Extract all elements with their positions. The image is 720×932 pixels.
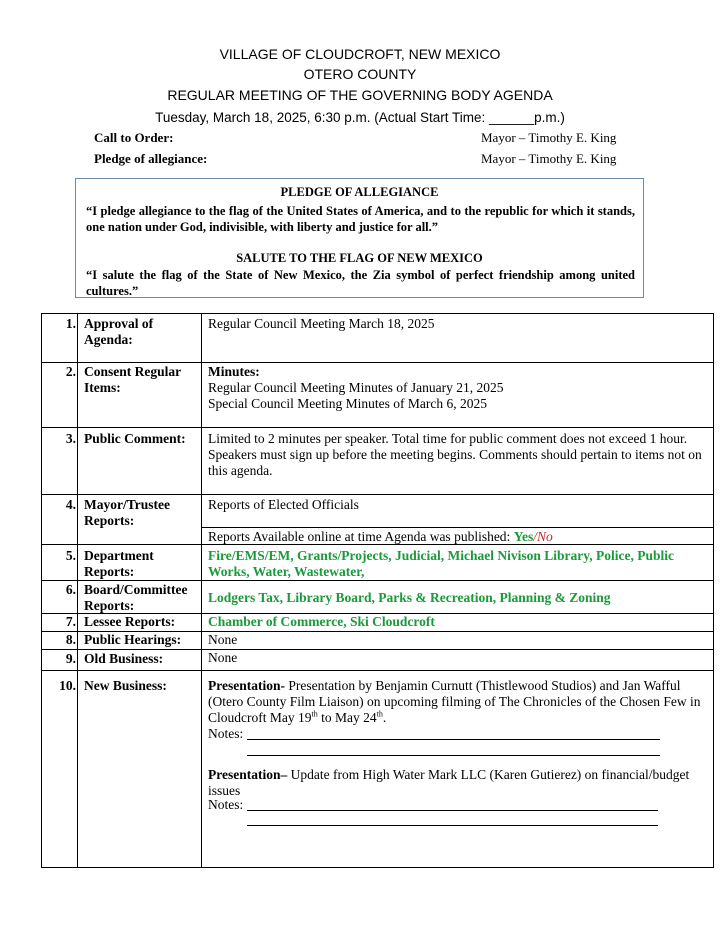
pledge-value: Mayor – Timothy E. King bbox=[481, 151, 617, 166]
row-2-body bbox=[208, 364, 710, 412]
row-4-body: Reports of Elected Officials bbox=[208, 497, 359, 512]
presentation-1-text-b: to May 24 bbox=[317, 710, 377, 725]
row-10-label: New Business: bbox=[84, 678, 167, 693]
agenda-table bbox=[41, 313, 714, 868]
row-4-number: 4. bbox=[65, 497, 76, 512]
pledge-text: “I pledge allegiance to the flag of the United States of America, and to the republic for which it stands, one nation under God, indivisible, with liberty and justice for all.” bbox=[86, 204, 635, 234]
row-6-number: 6. bbox=[65, 582, 76, 597]
header-meeting-title: REGULAR MEETING OF THE GOVERNING BODY AGENDA bbox=[167, 87, 553, 103]
row-3-number: 3. bbox=[65, 431, 76, 446]
pledge-title: PLEDGE OF ALLEGIANCE bbox=[280, 185, 439, 199]
presentation-1 bbox=[208, 678, 710, 726]
pledge-label: Pledge of allegiance: bbox=[94, 151, 208, 166]
notes-2-label: Notes: bbox=[208, 797, 244, 812]
row-1-body: Regular Council Meeting March 18, 2025 bbox=[208, 316, 435, 331]
row-9-label: Old Business: bbox=[84, 651, 164, 666]
availability-slash: / bbox=[533, 529, 537, 544]
availability-yes: Yes bbox=[513, 529, 534, 544]
salute-title: SALUTE TO THE FLAG OF NEW MEXICO bbox=[236, 251, 483, 265]
notes-1-label: Notes: bbox=[208, 726, 244, 741]
row-2-number: 2. bbox=[65, 364, 76, 379]
row-10-number: 10. bbox=[59, 678, 76, 693]
presentation-2 bbox=[208, 767, 710, 799]
row-1-label: Approval of Agenda: bbox=[84, 316, 154, 347]
row-7-number: 7. bbox=[65, 614, 76, 629]
reports-availability bbox=[208, 529, 710, 545]
presentation-1-sup-2: th bbox=[376, 709, 383, 719]
row-4-label: Mayor/Trustee Reports: bbox=[84, 497, 170, 528]
notes-1-line-2[interactable] bbox=[247, 755, 660, 756]
row-7-body: Chamber of Commerce, Ski Cloudcroft bbox=[208, 614, 435, 629]
notes-1-line-1[interactable] bbox=[247, 739, 660, 740]
availability-text: Reports Available online at time Agenda was published: bbox=[208, 529, 514, 544]
availability-no: No bbox=[536, 529, 553, 544]
presentation-1-text-a: Presentation by Benjamin Curnutt (Thistlewood Studios) and Jan Wafful (Otero County Film Liaison) on upcoming filming of The Chronicles of the Chosen Few in Cloudcroft May 19 bbox=[208, 678, 701, 725]
row-3-label: Public Comment: bbox=[84, 431, 186, 446]
row-1-number: 1. bbox=[65, 316, 76, 331]
presentation-2-text: Update from High Water Mark LLC (Karen Gutierez) on financial/budget issues bbox=[208, 767, 690, 798]
notes-2-line-2[interactable] bbox=[247, 825, 658, 826]
call-to-order-label: Call to Order: bbox=[94, 130, 174, 145]
row-8-label: Public Hearings: bbox=[84, 632, 182, 647]
row-9-number: 9. bbox=[65, 651, 76, 666]
notes-2-line-1[interactable] bbox=[247, 810, 658, 811]
row-8-body: None bbox=[208, 632, 238, 647]
presentation-2-title: Presentation– bbox=[208, 767, 288, 782]
row-3-body: Limited to 2 minutes per speaker. Total time for public comment does not exceed 1 hour. Speakers must sign up before the meeting begins. Comments should pertain to items not on this agenda. bbox=[208, 431, 702, 478]
presentation-1-text-c: . bbox=[382, 710, 387, 725]
header-county: OTERO COUNTY bbox=[303, 66, 417, 82]
row-5-label: Department Reports: bbox=[84, 548, 154, 579]
row-5-number: 5. bbox=[65, 548, 76, 563]
minutes-line-1: Regular Council Meeting Minutes of January 21, 2025 bbox=[208, 380, 504, 395]
row-7-label: Lessee Reports: bbox=[84, 614, 176, 629]
presentation-1-title: Presentation- bbox=[208, 678, 285, 693]
pledge-box bbox=[75, 178, 644, 298]
row-8-number: 8. bbox=[65, 632, 76, 647]
presentation-1-sup-1: th bbox=[311, 709, 318, 719]
row-6-body: Lodgers Tax, Library Board, Parks & Recreation, Planning & Zoning bbox=[208, 590, 611, 605]
minutes-heading: Minutes: bbox=[208, 364, 260, 379]
header-date-time: Tuesday, March 18, 2025, 6:30 p.m. (Actual Start Time: ______p.m.) bbox=[155, 110, 565, 125]
row-9-body: None bbox=[208, 650, 238, 665]
minutes-line-2: Special Council Meeting Minutes of March 6, 2025 bbox=[208, 396, 487, 411]
row-5-body: Fire/EMS/EM, Grants/Projects, Judicial, Michael Nivison Library, Police, Public Works, Water, Wastewater, bbox=[208, 548, 674, 579]
call-to-order-value: Mayor – Timothy E. King bbox=[481, 130, 617, 145]
salute-text: “I salute the flag of the State of New Mexico, the Zia symbol of perfect friendship among united cultures.” bbox=[86, 268, 635, 298]
header-village: VILLAGE OF CLOUDCROFT, NEW MEXICO bbox=[219, 46, 501, 62]
row-6-label: Board/Committee Reports: bbox=[84, 582, 188, 613]
row-2-label: Consent Regular Items: bbox=[84, 364, 181, 395]
